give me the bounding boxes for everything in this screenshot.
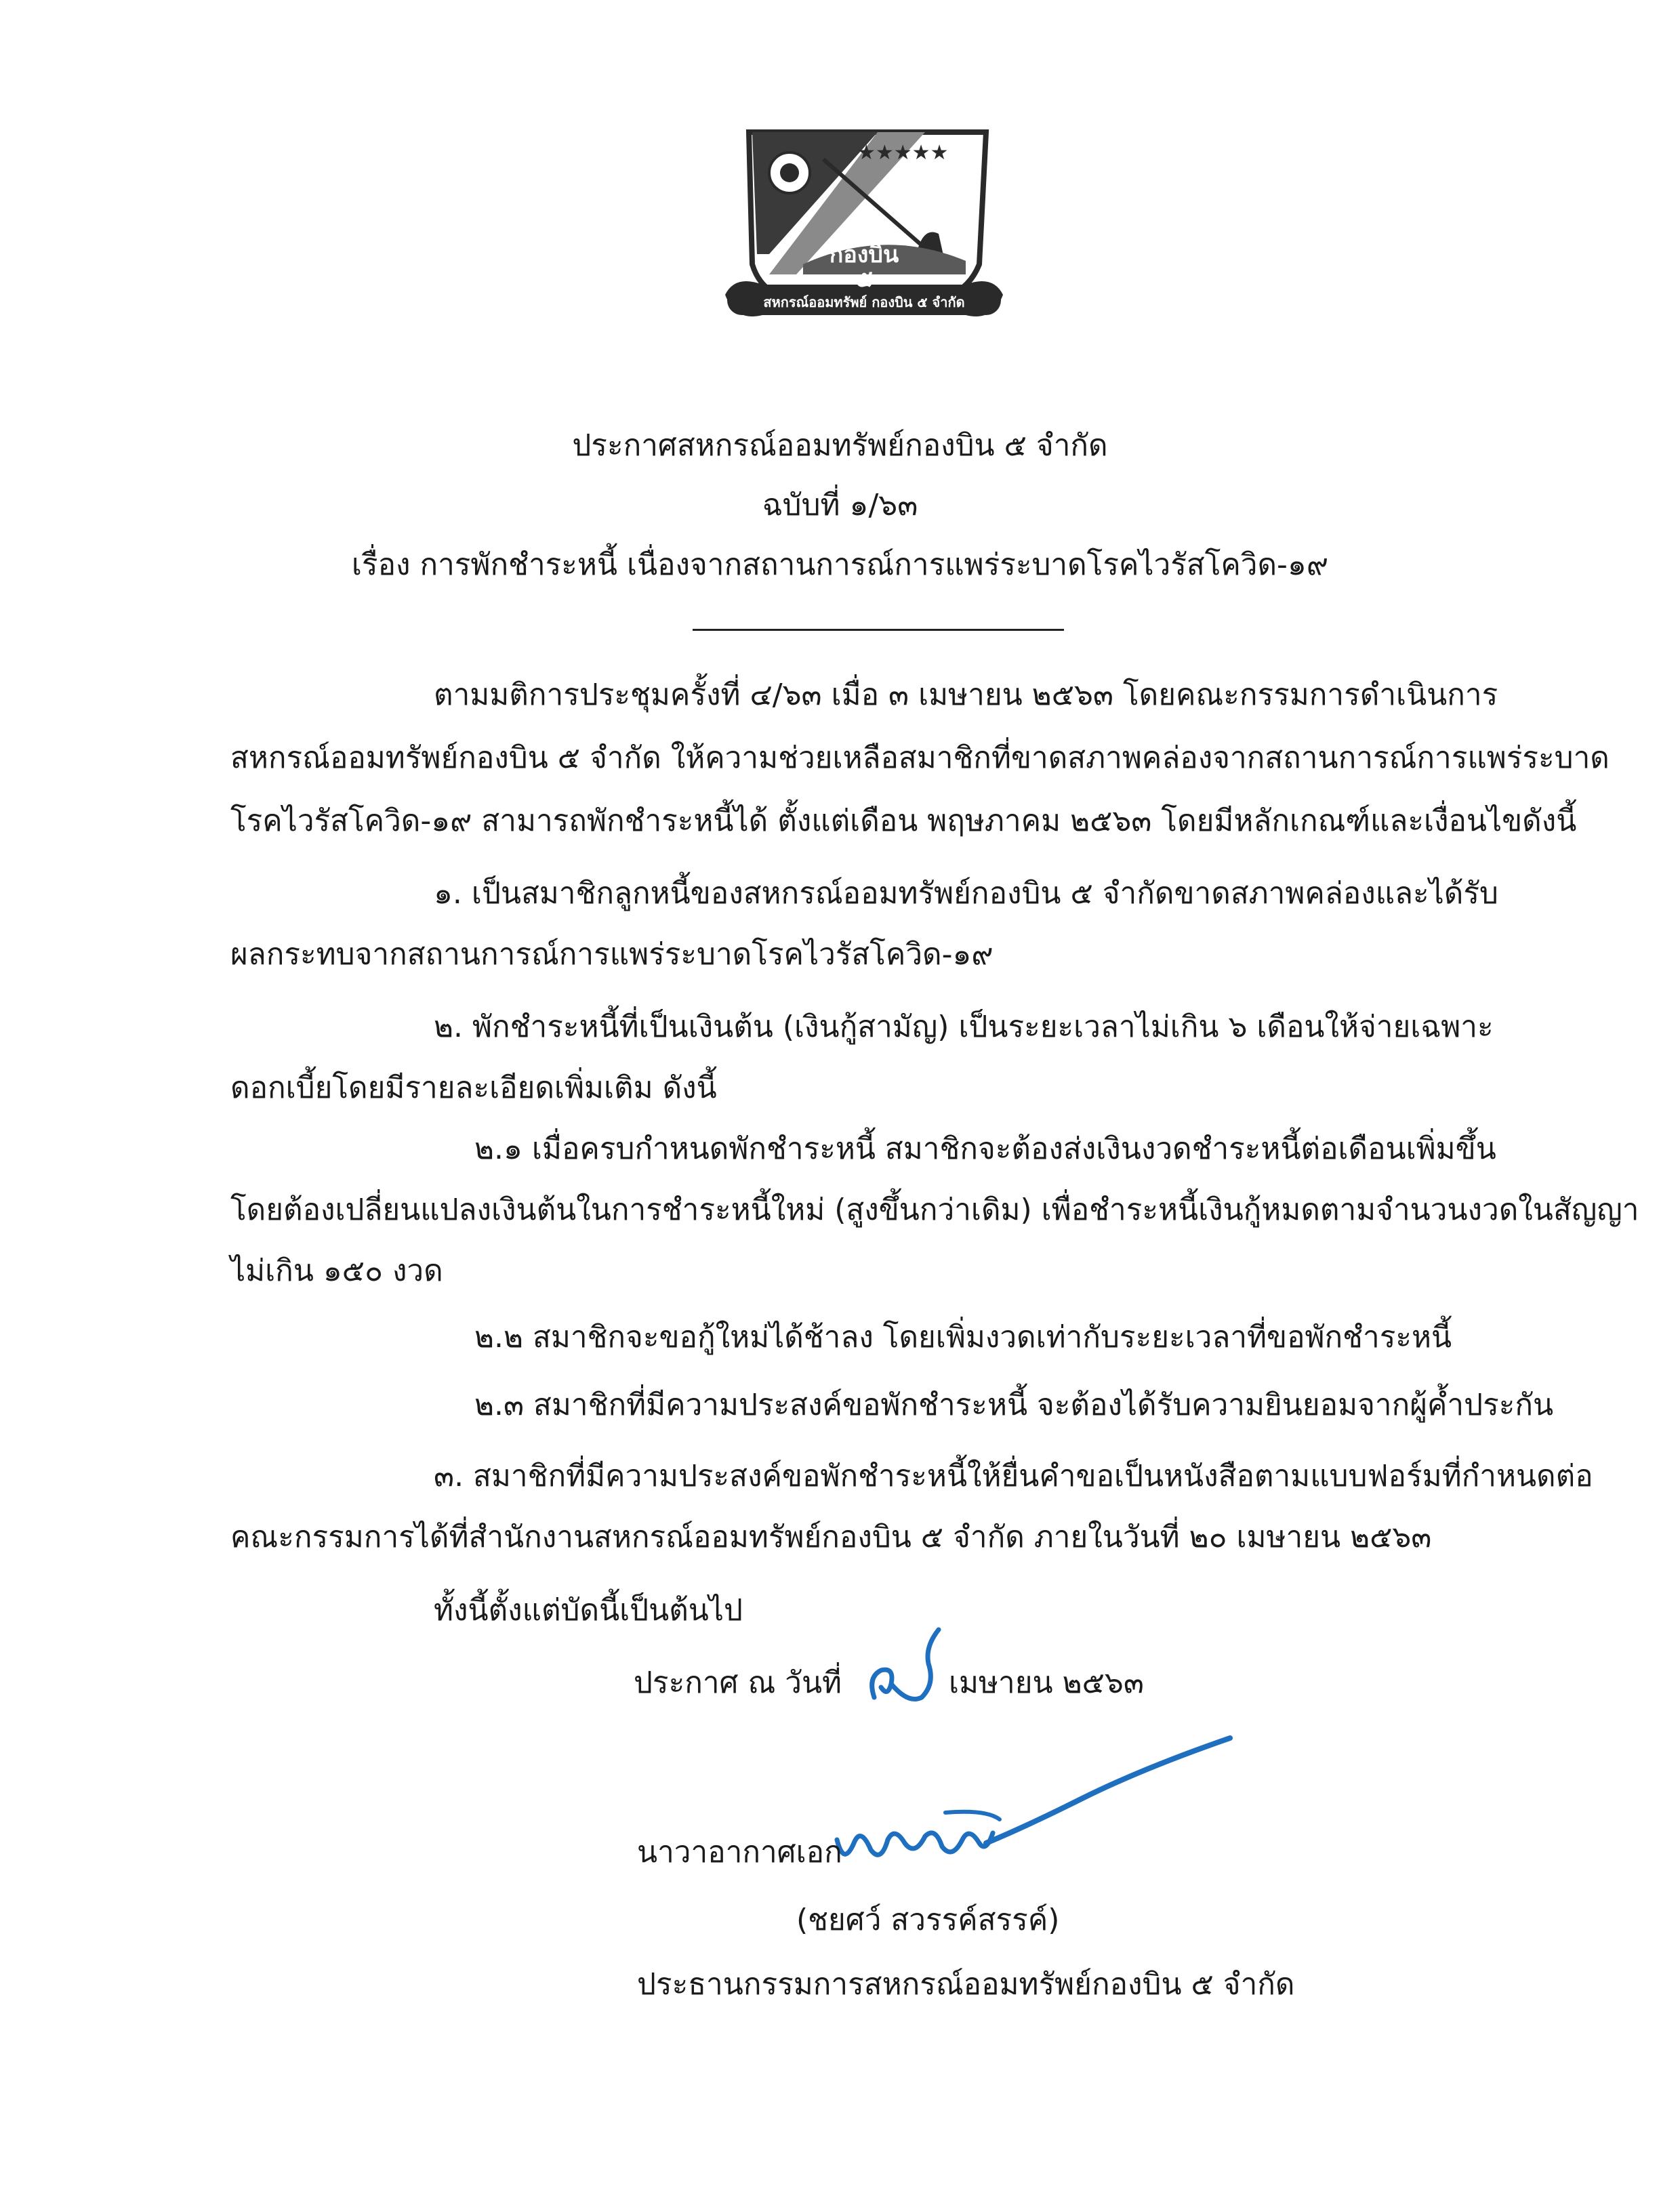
item-2-line-1: ๒. พักชำระหนี้ที่เป็นเงินต้น (เงินกู้สามัญ) เป็นระยะเวลาไม่เกิน ๖ เดือนให้จ่ายเฉพาะ (434, 1010, 1494, 1044)
item-2-1-line-3: ไม่เกิน ๑๕๐ งวด (230, 1254, 443, 1288)
item-3-line-2: คณะกรรมการได้ที่สำนักงานสหกรณ์ออมทรัพย์กองบิน ๕ จำกัด ภายในวันที่ ๒๐ เมษายน ๒๕๖๓ (230, 1520, 1432, 1554)
item-3-line-1: ๓. สมาชิกที่มีความประสงค์ขอพักชำระหนี้ให้ยื่นคำขอเป็นหนังสือตามแบบฟอร์มที่กำหนดต่อ (434, 1459, 1593, 1493)
item-2-1-line-1: ๒.๑ เมื่อครบกำหนดพักชำระหนี้ สมาชิกจะต้องส่งเงินงวดชำระหนี้ต่อเดือนเพิ่มขึ้น (474, 1132, 1496, 1166)
announcement-title: ประกาศสหกรณ์ออมทรัพย์กองบิน ๕ จำกัด (572, 428, 1108, 463)
intro-line-2: สหกรณ์ออมทรัพย์กองบิน ๕ จำกัด ให้ความช่วยเหลือสมาชิกที่ขาดสภาพคล่องจากสถานการณ์การแพร่ระบาด (230, 741, 1610, 775)
emblem-ribbon: สหกรณ์ออมทรัพย์ กองบิน ๕ จำกัด (763, 294, 965, 310)
announce-prefix: ประกาศ ณ วันที่ (634, 1666, 842, 1700)
signature-icon (823, 1725, 1244, 1874)
signatory-rank: นาวาอากาศเอก (637, 1835, 842, 1870)
signatory-position: ประธานกรรมการสหกรณ์ออมทรัพย์กองบิน ๕ จำกัด (637, 1967, 1295, 2002)
item-2-line-2: ดอกเบี้ยโดยมีรายละเอียดเพิ่มเติม ดังนี้ (230, 1071, 717, 1105)
air-wing-emblem-icon (722, 119, 1006, 342)
intro-line-1: ตามมติการประชุมครั้งที่ ๔/๖๓ เมื่อ ๓ เมษายน ๒๕๖๓ โดยคณะกรรมการดำเนินการ (434, 678, 1498, 712)
signatory-name: (ชยศว์ สวรรค์สรรค์) (796, 1903, 1060, 1937)
header-divider (693, 629, 1064, 631)
closing-statement: ทั้งนี้ตั้งแต่บัดนี้เป็นต้นไป (434, 1593, 743, 1628)
announcement-issue: ฉบับที่ ๑/๖๓ (762, 488, 918, 522)
emblem-number: ๕ (855, 266, 873, 293)
svg-text:★★★★★: ★★★★★ (857, 141, 949, 165)
item-1-line-2: ผลกระทบจากสถานการณ์การแพร่ระบาดโรคไวรัสโควิด-๑๙ (230, 937, 993, 972)
handwritten-day-icon (861, 1623, 949, 1718)
emblem-name: กองบิน (829, 241, 899, 268)
item-2-3: ๒.๓ สมาชิกที่มีความประสงค์ขอพักชำระหนี้ จะต้องได้รับความยินยอมจากผู้ค้ำประกัน (474, 1388, 1554, 1422)
announce-month-year: เมษายน ๒๕๖๓ (949, 1666, 1144, 1700)
item-2-1-line-2: โดยต้องเปลี่ยนแปลงเงินต้นในการชำระหนี้ใหม่ (สูงขึ้นกว่าเดิม) เพื่อชำระหนี้เงินกู้หมดตามจำนวนงวดในสัญญา (230, 1193, 1639, 1227)
intro-line-3: โรคไวรัสโควิด-๑๙ สามารถพักชำระหนี้ได้ ตั้งแต่เดือน พฤษภาคม ๒๕๖๓ โดยมีหลักเกณฑ์และเงื่อนไขดังนี้ (230, 804, 1577, 838)
item-1-line-1: ๑. เป็นสมาชิกลูกหนี้ของสหกรณ์ออมทรัพย์กองบิน ๕ จำกัดขาดสภาพคล่องและได้รับ (434, 876, 1498, 911)
item-2-2: ๒.๒ สมาชิกจะขอกู้ใหม่ได้ช้าลง โดยเพิ่มงวดเท่ากับระยะเวลาที่ขอพักชำระหนี้ (474, 1320, 1452, 1355)
announcement-subject: เรื่อง การพักชำระหนี้ เนื่องจากสถานการณ์การแพร่ระบาดโรคไวรัสโควิด-๑๙ (351, 548, 1329, 582)
